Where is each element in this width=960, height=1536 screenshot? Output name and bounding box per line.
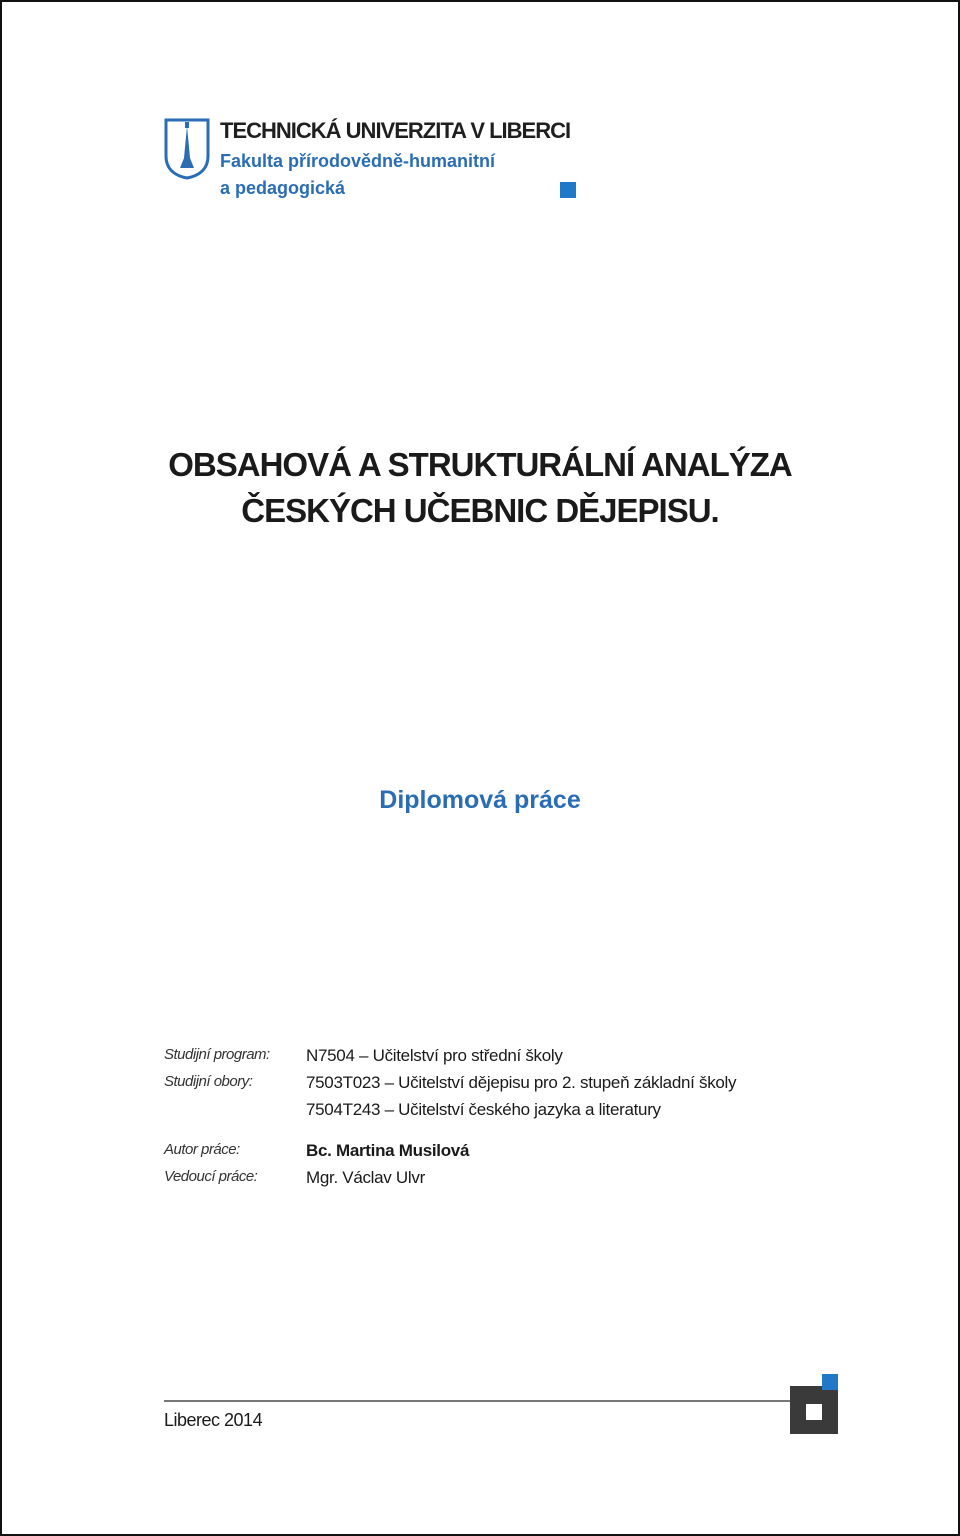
university-name: TECHNICKÁ UNIVERZITA V LIBERCI <box>220 118 571 143</box>
accent-square <box>560 182 576 198</box>
thesis-title-line1: OBSAHOVÁ A STRUKTURÁLNÍ ANALÝZA <box>168 446 792 483</box>
field-1-value: 7503T023 – Učitelství dějepisu pro 2. stupeň základní školy <box>306 1073 737 1092</box>
corner-blue-square <box>822 1374 838 1390</box>
faculty-name-line2: a pedagogická <box>220 178 346 198</box>
supervisor-value: Mgr. Václav Ulvr <box>306 1168 425 1187</box>
tul-tower-icon <box>164 118 210 180</box>
program-value: N7504 – Učitelství pro střední školy <box>306 1046 563 1065</box>
thesis-title-line2: ČESKÝCH UČEBNIC DĚJEPISU. <box>241 492 719 529</box>
author-label: Autor práce: <box>164 1141 240 1158</box>
fields-label: Studijní obory: <box>164 1073 253 1090</box>
supervisor-row <box>164 1168 864 1195</box>
corner-white-square <box>806 1404 822 1420</box>
place-year: Liberec 2014 <box>164 1410 263 1430</box>
faculty-name-line1: Fakulta přírodovědně-humanitní <box>220 151 496 171</box>
fields-row <box>164 1073 864 1100</box>
footer-divider <box>164 1400 792 1402</box>
field-2-value: 7504T243 – Učitelství českého jazyka a literatury <box>306 1100 661 1119</box>
author-value: Bc. Martina Musilová <box>306 1141 470 1160</box>
program-row <box>164 1046 864 1073</box>
program-label: Studijní program: <box>164 1046 270 1063</box>
corner-logo-icon <box>790 1374 840 1434</box>
supervisor-label: Vedoucí práce: <box>164 1168 258 1185</box>
fields-row-2 <box>164 1100 864 1127</box>
author-row <box>164 1141 864 1168</box>
thesis-type: Diplomová práce <box>379 786 581 814</box>
thesis-title <box>2 442 958 534</box>
thesis-info <box>164 1046 864 1195</box>
university-header <box>164 118 584 208</box>
